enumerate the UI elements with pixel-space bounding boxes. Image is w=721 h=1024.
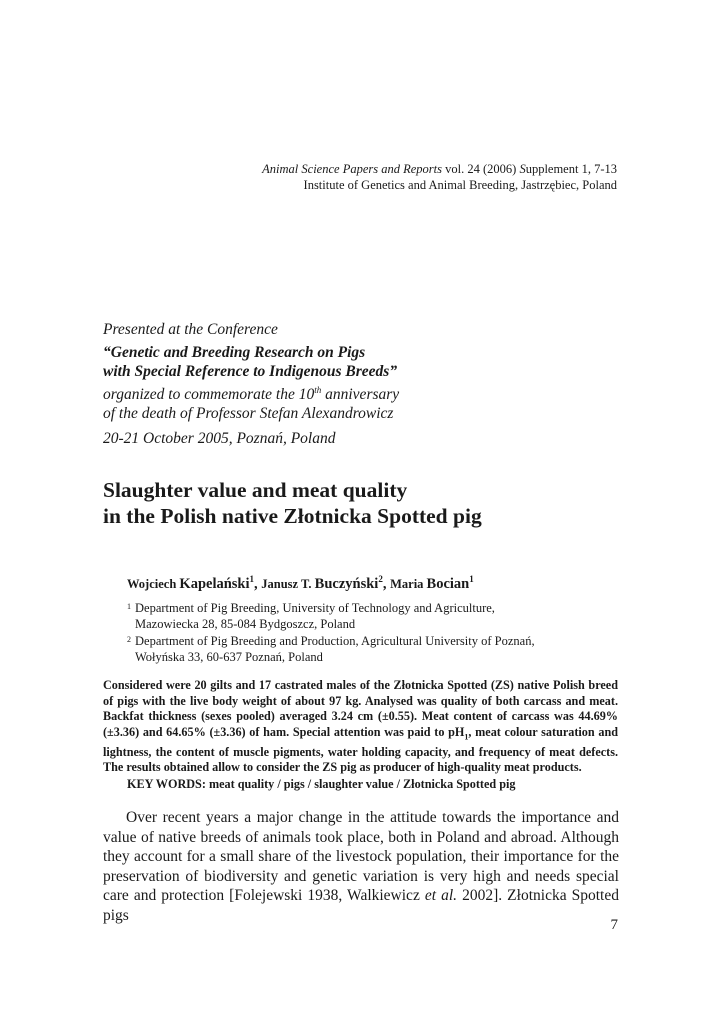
affiliation-2 [127, 633, 597, 665]
supplement-s: S [519, 162, 526, 176]
author-first-name: Janusz T. [261, 576, 315, 591]
institute-line: Institute of Genetics and Animal Breeding, Jastrzębiec, Poland [303, 178, 617, 192]
author-separator: , [254, 575, 262, 592]
abstract-text: Considered were 20 gilts and 17 castrated males of the Złotnicka Spotted (ZS) native Polish breed of pigs with the live body weight of about 97 kg. Analysed was quality of both carcass and meat. Backfat thickness (sexes pooled) averaged 3.24 cm (±0.55). Meat content of carcass was 44.69% (±3.36) and 64.65% (±3.36) of ham. Special attention was paid to pH [103, 678, 618, 739]
affiliation-line2: Wołyńska 33, 60-637 Poznań, Poland [135, 650, 323, 664]
body-text: Over recent years a major change in the attitude towards the importance and value of native breeds of animals took place, both in Poland and abroad. Although they account for a small share of the livestock population, their importance for the preservation of biodiversity and genetic variation is very high and needs special care and protection [Folejewski 1938, Walkiewicz [103, 809, 619, 905]
conference-date-place: 20-21 October 2005, Poznań, Poland [103, 430, 336, 448]
conference-purpose-anniversary: anniversary [321, 386, 400, 404]
conference-name-line1: “Genetic and Breeding Research on Pigs [103, 344, 366, 361]
supplement-info: upplement 1, 7-13 [525, 162, 617, 176]
author-last-name: Kapelański [179, 575, 250, 592]
conference-note [103, 320, 543, 448]
conference-intro: Presented at the Conference [103, 321, 278, 338]
conference-purpose-line1 [103, 381, 543, 404]
paper-title [103, 477, 643, 529]
paper-title-line1: Slaughter value and meat quality [103, 478, 408, 502]
abstract [103, 678, 618, 776]
journal-title: Animal Science Papers and Reports [262, 162, 442, 176]
page-number: 7 [610, 917, 618, 933]
body-et-al: et al. [424, 887, 458, 905]
conference-name-line2: with Special Reference to Indigenous Breeds” [103, 363, 398, 380]
abstract-text-continued: , meat colour saturation and lightness, the content of muscle pigments, water holding capacity, and frequency of meat defects. The results obtained allow to consider the ZS pig as producer of high-quality meat products. [103, 724, 619, 775]
author-affiliation-mark: 2 [378, 574, 383, 584]
affiliation-line2: Mazowiecka 28, 85-084 Bydgoszcz, Poland [135, 617, 356, 631]
conference-purpose-line2: of the death of Professor Stefan Alexandrowicz [103, 405, 394, 423]
paper-title-line2: in the Polish native Złotnicka Spotted pig [103, 504, 482, 528]
author-first-name: Wojciech [127, 576, 180, 591]
author-affiliation-mark: 1 [469, 574, 474, 584]
affiliation-line1: Department of Pig Breeding and Production, Agricultural University of Poznań, [135, 634, 535, 648]
author-last-name: Buczyński [314, 575, 379, 592]
author-first-name: Maria [390, 576, 427, 591]
affiliation-number: 2 [127, 635, 131, 644]
affiliation-line1: Department of Pig Breeding, University of Technology and Agriculture, [135, 601, 495, 615]
journal-header [157, 161, 617, 193]
journal-citation [157, 161, 617, 177]
author-affiliation-mark: 1 [249, 574, 255, 584]
abstract-subscript: 1 [464, 732, 469, 742]
author-list [127, 570, 647, 593]
ordinal-suffix: th [314, 385, 322, 395]
journal-volume: vol. 24 (2006) [442, 162, 520, 176]
key-words: KEY WORDS: meat quality / pigs / slaughter value / Złotnicka Spotted pig [127, 777, 516, 791]
conference-purpose-text: organized to commemorate the 10 [103, 386, 315, 404]
affiliation-number: 1 [127, 602, 131, 611]
body-text-continued: 2002]. Złotnicka Spotted pigs [103, 887, 619, 924]
author-last-name: Bocian [426, 575, 470, 592]
author-separator: , [382, 575, 391, 592]
body-paragraph [103, 808, 619, 926]
affiliation-1 [127, 600, 597, 632]
